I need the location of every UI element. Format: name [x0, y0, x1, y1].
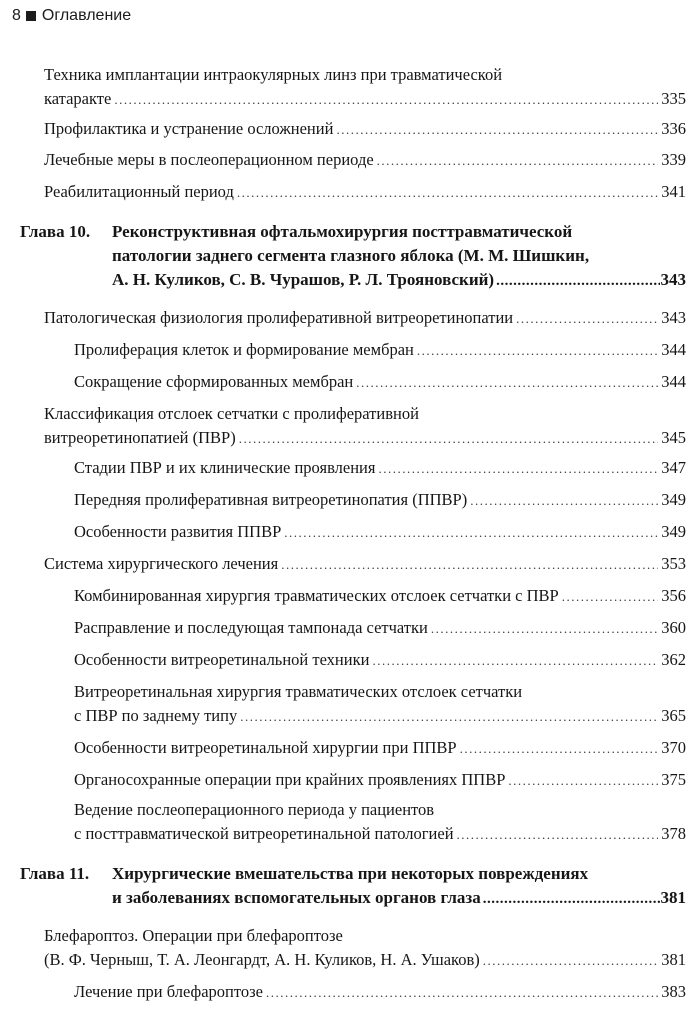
toc-subentry[interactable]: Особенности развития ППВР ..... 349 — [74, 520, 686, 544]
toc-entry[interactable]: Патологическая физиология пролиферативной витреоретинопатии ..... 343 — [44, 306, 686, 330]
toc-subentry-title-line1: Ведение послеоперационного периода у пациентов — [74, 800, 435, 819]
toc-entry[interactable]: витреоретинопатией (ПВР) ..... 345 — [44, 426, 686, 450]
toc-entry[interactable]: Реабилитационный период ..... 341 — [44, 180, 686, 204]
toc-subentry-title-line1: Витреоретинальная хирургия травматических отслоек сетчатки — [74, 682, 523, 701]
page-ref: 344 — [661, 372, 686, 391]
page-ref: 370 — [661, 738, 686, 757]
toc-subentry[interactable]: Пролиферация клеток и формирование мембран ..... 344 — [74, 338, 686, 362]
chapter-10-label: Глава 10. — [20, 222, 91, 241]
page-ref: 381 — [661, 950, 686, 969]
page-ref: 335 — [661, 89, 686, 108]
page-ref: 349 — [661, 490, 686, 509]
page-number: 8 — [12, 7, 21, 24]
page-ref: 344 — [661, 340, 686, 359]
chapter-10-title-line3[interactable]: А. Н. Куликов, С. В. Чурашов, Р. Л. Трояновский) ..... 343 — [112, 268, 686, 292]
chapter-11-title-line1[interactable]: Хирургические вмешательства при некоторых повреждениях — [112, 864, 589, 883]
toc-subentry[interactable]: Особенности витреоретинальной хирургии при ППВР ..... 370 — [74, 736, 686, 760]
page-ref: 345 — [661, 428, 686, 447]
toc-entry[interactable]: Лечебные меры в послеоперационном периоде ..... 339 — [44, 148, 686, 172]
page-ref: 378 — [661, 824, 686, 843]
page-ref: 381 — [660, 888, 686, 907]
running-header — [12, 7, 131, 25]
toc-entry[interactable]: Система хирургического лечения ..... 353 — [44, 552, 686, 576]
page-ref: 336 — [661, 119, 686, 138]
page-ref: 339 — [661, 150, 686, 169]
toc-subentry[interactable]: Органосохранные операции при крайних проявлениях ППВР ..... 375 — [74, 768, 686, 792]
toc-entry[interactable]: (В. Ф. Черныш, Т. А. Леонгардт, А. Н. Куликов, Н. А. Ушаков) ..... 381 — [44, 948, 686, 972]
page-ref: 362 — [661, 650, 686, 669]
page-ref: 343 — [660, 270, 686, 289]
toc-entry[interactable]: катаракте ..... 335 — [44, 87, 686, 111]
page-ref: 360 — [661, 618, 686, 637]
page-ref: 343 — [661, 308, 686, 327]
toc-subentry[interactable]: Стадии ПВР и их клинические проявления ..... 347 — [74, 456, 686, 480]
toc-entry-title-line1: Техника имплантации интраокулярных линз при травматической — [44, 65, 503, 84]
page-ref: 365 — [661, 706, 686, 725]
square-bullet-icon — [26, 11, 36, 21]
page-ref: 347 — [661, 458, 686, 477]
chapter-10-title-line1[interactable]: Реконструктивная офтальмохирургия посттравматической — [112, 222, 573, 241]
toc-subentry[interactable]: Расправление и последующая тампонада сетчатки ..... 360 — [74, 616, 686, 640]
page-ref: 349 — [661, 522, 686, 541]
toc-subentry[interactable]: Особенности витреоретинальной техники ..... 362 — [74, 648, 686, 672]
toc-subentry[interactable]: с посттравматической витреоретинальной патологией ..... 378 — [74, 822, 686, 846]
toc-subentry[interactable]: Лечение при блефароптозе ..... 383 — [74, 980, 686, 1004]
chapter-11-title-line2[interactable]: и заболеваниях вспомогательных органов глаза ..... 381 — [112, 886, 686, 910]
toc-subentry[interactable]: с ПВР по заднему типу ..... 365 — [74, 704, 686, 728]
toc-entry-title-line1: Блефароптоз. Операции при блефароптозе — [44, 926, 343, 945]
toc-entry[interactable]: Профилактика и устранение осложнений ..... 336 — [44, 117, 686, 141]
chapter-11-label: Глава 11. — [20, 864, 90, 883]
toc-subentry[interactable]: Сокращение сформированных мембран ..... 344 — [74, 370, 686, 394]
page-ref: 383 — [661, 982, 686, 1001]
page-ref: 375 — [661, 770, 686, 789]
toc-entry-title-line1: Классификация отслоек сетчатки с пролиферативной — [44, 404, 419, 423]
toc-subentry[interactable]: Комбинированная хирургия травматических отслоек сетчатки с ПВР ..... 356 — [74, 584, 686, 608]
page-ref: 341 — [661, 182, 686, 201]
page-ref: 353 — [661, 554, 686, 573]
section-title: Оглавление — [41, 7, 132, 24]
page-ref: 356 — [661, 586, 686, 605]
toc-subentry[interactable]: Передняя пролиферативная витреоретинопатия (ППВР) ..... 349 — [74, 488, 686, 512]
chapter-10-title-line2[interactable]: патологии заднего сегмента глазного яблока (М. М. Шишкин, — [112, 246, 590, 265]
